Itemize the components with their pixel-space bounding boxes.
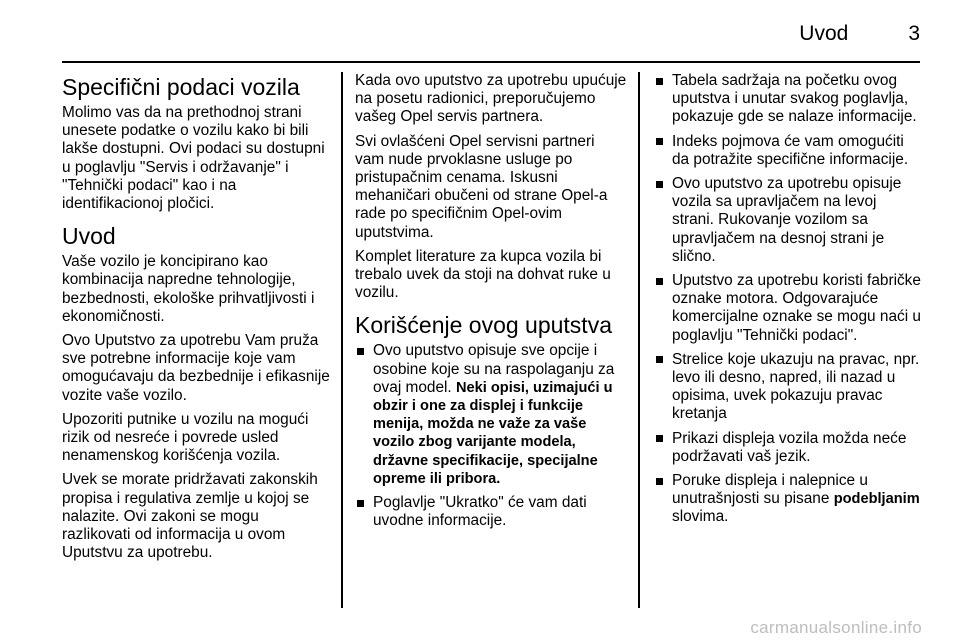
page-header — [62, 18, 920, 50]
bullet-square-icon — [656, 138, 663, 145]
list-item-text: Poglavlje "Ukratko" će vam dati uvodne informacije. — [373, 494, 587, 530]
column-3 — [654, 72, 922, 533]
list-item-text: Tabela sadržaja na početku ovog uputstva i unutar svakog poglavlja, pokazuje gde se nalaze informacije. — [672, 72, 917, 126]
page-number: 3 — [908, 22, 920, 45]
list-item — [654, 472, 922, 527]
paragraph: Kada ovo uputstvo za upotrebu upućuje na posetu radionici, preporučujemo vašeg Opel servis partnera. — [355, 72, 627, 126]
list-item — [355, 494, 627, 530]
paragraph: Ovo Uputstvo za upotrebu Vam pruža sve potrebne informacije koje vam omogućavaju da bezbednije i efikasnije vozite vaše vozilo. — [62, 332, 330, 404]
paragraph: Komplet literature za kupca vozila bi trebalo uvek da stoji na dohvat ruke u vozilu. — [355, 247, 611, 302]
bullet-square-icon — [357, 500, 364, 507]
list-item-text: Ovo uputstvo opisuje sve opcije i osobine koje su na raspolaganju za ovaj model. — [373, 342, 615, 396]
list-item-text: Ovo uputstvo za upotrebu opisuje vozila sa upravljačem na levoj strani. Rukovanje vozilom sa upravljačem na desnoj strani je slično. — [672, 175, 902, 265]
list-item — [654, 133, 922, 169]
bullet-list — [355, 342, 627, 530]
bullet-list — [654, 72, 922, 527]
paragraph: Svi ovlašćeni Opel servisni partneri vam nude prvoklasne usluge po pristupačnim cenama. Iskusni mehaničari obučeni od strane Opel-a rade po specifičnim Opel-ovim uputstvima. — [355, 132, 608, 241]
list-item — [654, 175, 922, 266]
section-heading-vehicle-data: Specifični podaci vozila — [62, 74, 300, 100]
list-item-bold-text: podebljanim — [833, 491, 920, 508]
list-item-text: Uputstvo za upotrebu koristi fabričke oznake motora. Odgovarajuće komercijalne oznake se mogu naći u poglavlju "Tehnički podaci". — [672, 272, 921, 344]
list-item — [355, 342, 627, 488]
list-item — [654, 430, 922, 466]
header-divider — [62, 61, 920, 63]
list-item-text: Indeks pojmova će vam omogućiti da potražite specifične informacije. — [672, 132, 909, 168]
bullet-square-icon — [656, 478, 663, 485]
list-item-bold-text: Neki opisi, uzimajući u obzir i one za displej i funkcije menija, možda ne važe za vaše vozilo zbog varijante modela, državne specifikacije, specijalne opreme ili pribora. — [373, 379, 613, 487]
list-item-text: Prikazi displeja vozila možda neće podržavati vaš jezik. — [672, 429, 907, 465]
column-divider-1 — [341, 72, 343, 608]
bullet-square-icon — [656, 78, 663, 85]
page-title: Uvod — [799, 22, 849, 45]
bullet-square-icon — [656, 435, 663, 442]
paragraph: Upozoriti putnike u vozilu na mogući rizik od nesreće i povrede usled nenamenskog korišćenja vozila. — [62, 410, 309, 465]
list-item-text: slovima. — [672, 508, 729, 526]
bullet-square-icon — [656, 278, 663, 285]
watermark: carmanualsonline.info — [750, 618, 922, 637]
column-divider-2 — [638, 72, 640, 608]
list-item — [654, 272, 922, 345]
bullet-square-icon — [656, 356, 663, 363]
paragraph: Uvek se morate pridržavati zakonskih propisa i regulativa zemlje u kojoj se nalazite. Ovi zakoni se mogu razlikovati od informacija u ovom Uputstvu za upotrebu. — [62, 471, 318, 562]
column-1 — [62, 72, 330, 568]
paragraph: Vaše vozilo je koncipirano kao kombinacija napredne tehnologije, bezbednosti, ekološke prihvatljivosti i ekonomičnosti. — [62, 253, 315, 325]
section-heading-using-manual: Korišćenje ovog uputstva — [355, 312, 612, 339]
bullet-square-icon — [357, 348, 364, 355]
list-item-text: Poruke displeja i nalepnice u unutrašnjosti su pisane — [672, 472, 868, 508]
list-item — [654, 72, 922, 127]
paragraph: Molimo vas da na prethodnoj strani unesete podatke o vozilu kako bi bili lakše dostupni. Ovi podaci su dostupni u poglavlju "Servis i održavanje" i "Tehnički podaci" kao i na identifikacionoj pločici. — [62, 104, 325, 213]
list-item — [654, 351, 922, 424]
bullet-square-icon — [656, 181, 663, 188]
column-2 — [355, 72, 627, 536]
list-item-text: Strelice koje ukazuju na pravac, npr. levo ili desno, napred, ili nazad u opisima, uvek pokazuju pravac kretanja — [672, 350, 920, 423]
section-heading-intro: Uvod — [62, 223, 116, 250]
